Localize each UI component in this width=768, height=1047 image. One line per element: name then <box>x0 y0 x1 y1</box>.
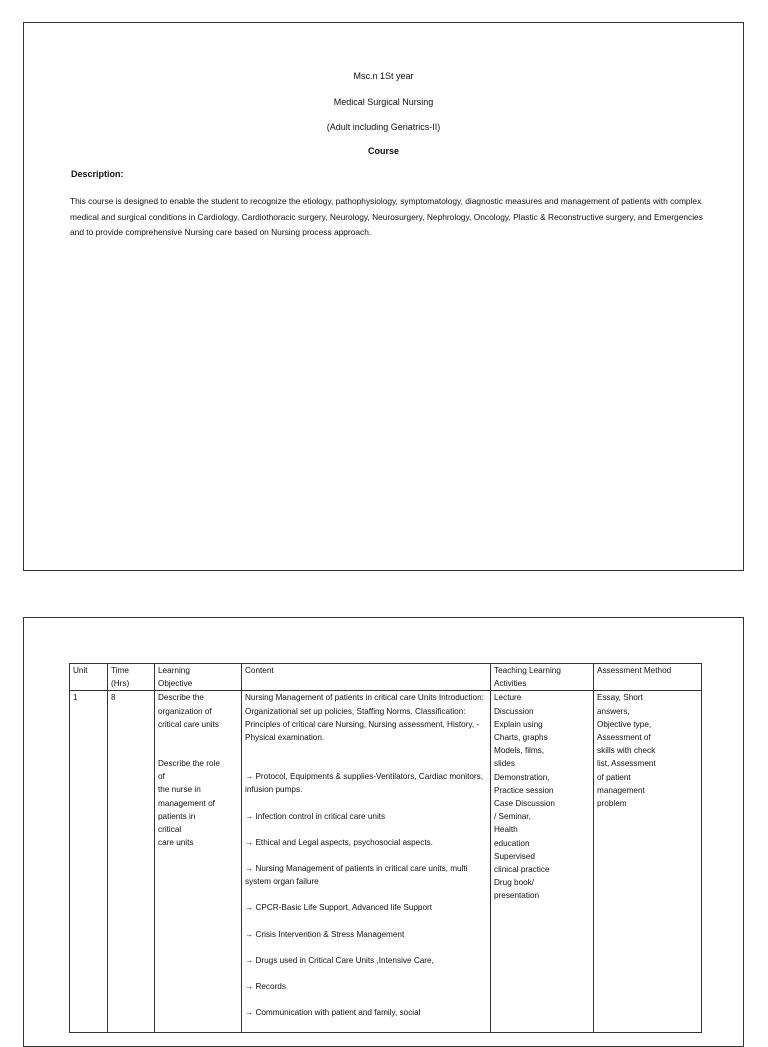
content-item: → Ethical and Legal aspects, psychosocial aspects. <box>245 837 433 847</box>
program-line: Msc.n 1St year <box>353 71 414 81</box>
table-row <box>70 691 702 1033</box>
header-content: Content <box>242 664 491 691</box>
header-unit: Unit <box>70 664 108 691</box>
content-item: Nursing Management of patients in critical care Units Introduction: Organizational set up policies, Staffing Norms. Classification: Principles of critical care Nursing, Nursing assessment, History, - Physical examination. <box>245 693 484 743</box>
content-item: → Nursing Management of patients in critical care units, multi system organ failure <box>245 864 468 887</box>
content-item: → Infection control in critical care units <box>245 811 386 821</box>
document-page-2 <box>23 617 744 1047</box>
document-page-1 <box>23 22 744 571</box>
content-cell <box>242 691 491 1033</box>
objective-nurse-role: Describe the role of the nurse in management of patients in critical care units <box>158 759 220 848</box>
curriculum-table <box>69 663 702 1033</box>
scope-line: (Adult including Geriatrics-II) <box>326 122 441 132</box>
content-item: → Records <box>245 982 286 992</box>
description-heading: Description: <box>71 169 124 179</box>
content-item: → Communication with patient and family, social <box>245 1008 421 1018</box>
table-header-row <box>70 664 702 691</box>
header-time: Time (Hrs) <box>108 664 155 691</box>
course-heading: Course <box>367 146 399 156</box>
content-item: → Crisis Intervention & Stress Management <box>245 929 405 939</box>
content-item: → Protocol, Equipments & supplies-Ventilators, Cardiac monitors, infusion pumps. <box>245 772 483 795</box>
header-learning-objective: Learning Objective <box>155 664 242 691</box>
content-item: → CPCR-Basic Life Support, Advanced life Support <box>245 903 433 913</box>
unit-cell: 1 <box>70 691 108 1033</box>
content-item: → Drugs used in Critical Care Units ,Intensive Care, <box>245 955 434 965</box>
objective-organization: Describe the organization of critical care units <box>158 693 219 729</box>
assessment-method-cell: Essay, Short answers, Objective type, Assessment of skills with check list, Assessment of patient management problem <box>594 691 702 1033</box>
subject-line: Medical Surgical Nursing <box>333 97 434 107</box>
description-text: This course is designed to enable the student to recognize the etiology, pathophysiology, symptomatology, diagnostic measures and management of patients with complex medical and surgical conditions in Cardiology, Cardiothoracic surgery, Neurology, Neurosurgery, Nephrology, Oncology, Plastic & Reconstructive surgery, and Emergencies and to provide comprehensive Nursing care based on Nursing process approach. <box>70 196 703 237</box>
teaching-activities-cell: Lecture Discussion Explain using Charts, graphs Models, films, slides Demonstration, Practice session Case Discussion / Seminar, Health education Supervised clinical practice Drug book/ presentation <box>491 691 594 1033</box>
header-assessment-method: Assessment Method <box>594 664 702 691</box>
time-cell: 8 <box>108 691 155 1033</box>
header-teaching-activities: Teaching Learning Activities <box>491 664 594 691</box>
learning-objective-cell <box>155 691 242 1033</box>
